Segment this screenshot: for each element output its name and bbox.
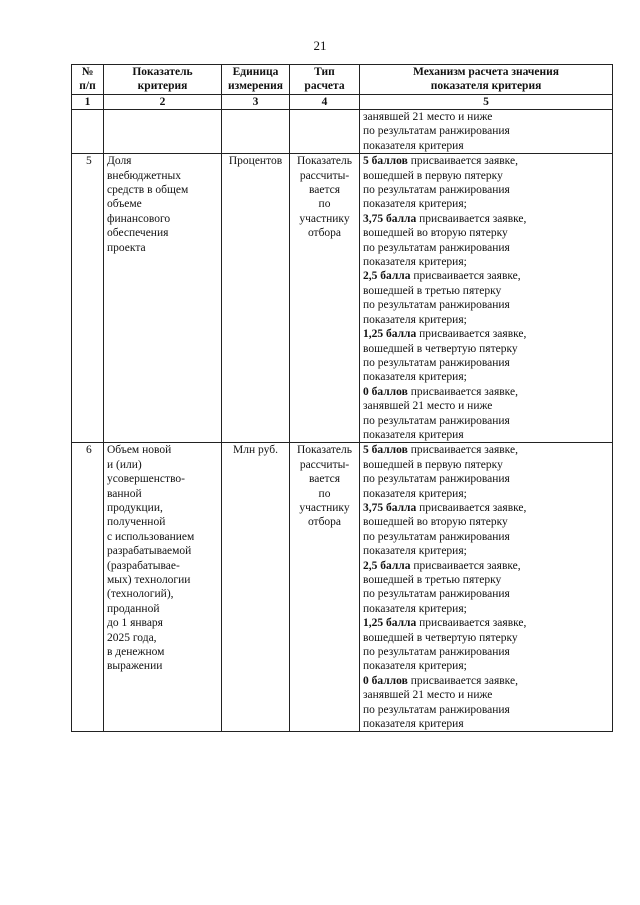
mechanism-text: по результатам ранжирования (363, 241, 510, 254)
mechanism-text: по результатам ранжирования (363, 299, 510, 312)
mechanism-line (363, 559, 609, 573)
mechanism-line (363, 674, 609, 688)
mechanism-line (363, 414, 609, 428)
mechanism-text: показателя критерия; (363, 602, 467, 615)
indicator-cell-line: Объем новой (107, 444, 172, 457)
mechanism-text: присваивается заявке, (416, 212, 527, 225)
score-value: 2,5 балла (363, 559, 411, 572)
column-number: 4 (290, 95, 360, 110)
calc-type-cell-line: Показатель (296, 444, 353, 457)
score-value: 0 баллов (363, 385, 408, 398)
mechanism-line (363, 703, 609, 717)
header-row (72, 65, 613, 95)
mechanism-line (363, 197, 609, 211)
mechanism-line (363, 645, 609, 659)
mechanism-text: показателя критерия; (363, 487, 467, 500)
mechanism-line (363, 327, 609, 341)
mechanism-text: показателя критерия; (363, 198, 467, 211)
table-row (72, 154, 613, 443)
mechanism-line (363, 313, 609, 327)
mechanism-text: по результатам ранжирования (363, 588, 510, 601)
mechanism-line (363, 269, 609, 283)
mechanism-line (363, 241, 609, 255)
indicator-cell-line: полученной (107, 516, 166, 529)
header-indicator (104, 65, 222, 95)
indicator-cell-line: объеме (107, 198, 142, 211)
indicator-cell (104, 154, 222, 443)
score-value: 3,75 балла (363, 501, 417, 514)
mechanism-text: показателя критерия; (363, 660, 467, 673)
continuation-empty (222, 110, 290, 154)
calc-type-cell-line: участнику (299, 212, 350, 225)
mechanism-line (363, 515, 609, 529)
calc-type-cell-line: вается (308, 473, 341, 486)
mechanism-text: занявшей 21 место и ниже (363, 689, 493, 702)
mechanism-line (363, 544, 609, 558)
mechanism-text: показателя критерия; (363, 545, 467, 558)
mechanism-text: присваивается заявке, (416, 501, 527, 514)
header-calc-type (290, 65, 360, 95)
header-number (72, 65, 104, 95)
continuation-empty (290, 110, 360, 154)
mechanism-line (363, 212, 609, 226)
mechanism-line (363, 226, 609, 240)
mechanism-text: вошедшей в первую пятерку (363, 169, 503, 182)
column-number: 1 (72, 95, 104, 110)
mechanism-line (363, 399, 609, 413)
mechanism-text: по результатам ранжирования (363, 530, 510, 543)
header-mechanism (360, 65, 613, 95)
header-text: измерения (228, 79, 283, 92)
indicator-cell-line: и (или) (107, 458, 142, 471)
continuation-empty (104, 110, 222, 154)
indicator-cell-line: с использованием (107, 530, 195, 543)
mechanism-text: присваивается заявке, (407, 155, 518, 168)
mechanism-text: по результатам ранжирования (363, 184, 510, 197)
continuation-empty (72, 110, 104, 154)
indicator-cell-line: Доля (107, 155, 132, 168)
mechanism-text: показателя критерия (363, 428, 464, 441)
header-text: Механизм расчета значения (413, 66, 559, 78)
mechanism-line: по результатам ранжирования (363, 125, 510, 138)
mechanism-line (363, 573, 609, 587)
mechanism-line (363, 688, 609, 702)
mechanism-text: по результатам ранжирования (363, 703, 510, 716)
calc-type-cell-line: по (318, 198, 331, 211)
calc-type-cell-line: по (318, 487, 331, 500)
mechanism-line (363, 284, 609, 298)
mechanism-text: по результатам ранжирования (363, 356, 510, 369)
indicator-cell-line: разрабатываемой (107, 545, 192, 558)
calc-type-cell (290, 443, 360, 732)
score-value: 2,5 балла (363, 270, 411, 283)
mechanism-text: по результатам ранжирования (363, 646, 510, 659)
header-text: критерия (137, 79, 188, 92)
mechanism-line (363, 370, 609, 384)
calc-type-cell-line: рассчиты- (299, 169, 350, 182)
mechanism-text: вошедшей в первую пятерку (363, 458, 503, 471)
mechanism-text: присваивается заявке, (416, 328, 527, 341)
indicator-cell-line: выражении (107, 660, 163, 673)
mechanism-line (363, 487, 609, 501)
mechanism-line (363, 443, 609, 457)
mechanism-text: вошедшей в четвертую пятерку (363, 631, 518, 644)
mechanism-line (363, 616, 609, 630)
mechanism-line (363, 458, 609, 472)
mechanism-text: вошедшей во вторую пятерку (363, 516, 508, 529)
mechanism-line (363, 602, 609, 616)
table-row (72, 443, 613, 732)
mechanism-text: занявшей 21 место и ниже (363, 400, 493, 413)
indicator-cell-line: мых) технологии (107, 574, 191, 586)
mechanism-cell (360, 154, 613, 443)
row-number: 6 (72, 443, 104, 732)
mechanism-text: показателя критерия; (363, 313, 467, 326)
mechanism-line (363, 659, 609, 673)
indicator-cell-line: усовершенство- (107, 473, 185, 486)
mechanism-text: присваивается заявке, (416, 617, 527, 630)
score-value: 1,25 балла (363, 328, 417, 341)
mechanism-line (363, 169, 609, 183)
mechanism-text: по результатам ранжирования (363, 414, 510, 427)
unit-cell (222, 154, 290, 443)
unit-cell-line: Процентов (228, 155, 283, 168)
calc-type-cell-line: Показатель (296, 155, 353, 168)
mechanism-text: вошедшей в третью пятерку (363, 574, 502, 586)
row-number: 5 (72, 154, 104, 443)
mechanism-text: присваивается заявке, (410, 559, 521, 572)
mechanism-line: показателя критерия (363, 139, 464, 152)
indicator-cell-line: средств в общем (107, 184, 189, 197)
indicator-cell-line: финансового (107, 212, 171, 225)
header-text: показателя критерия (430, 79, 542, 92)
indicator-cell-line: (разрабатывае- (107, 559, 180, 572)
column-number-row (72, 95, 613, 110)
mechanism-line (363, 631, 609, 645)
indicator-cell-line: до 1 января (107, 617, 163, 630)
mechanism-line: занявшей 21 место и ниже (363, 111, 493, 123)
header-text: № (81, 66, 94, 78)
continuation-row (72, 110, 613, 154)
mechanism-text: вошедшей в третью пятерку (363, 284, 502, 297)
calc-type-cell-line: участнику (299, 501, 350, 514)
column-number: 5 (360, 95, 613, 110)
header-text: расчета (304, 79, 345, 92)
criteria-table (71, 64, 613, 732)
mechanism-line (363, 183, 609, 197)
mechanism-text: показателя критерия; (363, 371, 467, 384)
calc-type-cell-line: отбора (307, 227, 342, 240)
mechanism-line (363, 472, 609, 486)
mechanism-line (363, 385, 609, 399)
mechanism-text: присваивается заявке, (410, 270, 521, 283)
calc-type-cell-line: рассчиты- (299, 458, 350, 471)
calc-type-cell-line: отбора (307, 516, 342, 529)
mechanism-cell (360, 443, 613, 732)
score-value: 3,75 балла (363, 212, 417, 225)
mechanism-line (363, 501, 609, 515)
mechanism-line (363, 717, 609, 731)
mechanism-line (363, 255, 609, 269)
mechanism-line (363, 298, 609, 312)
indicator-cell (104, 443, 222, 732)
header-text: Единица (232, 66, 279, 78)
mechanism-text: вошедшей во вторую пятерку (363, 227, 508, 240)
mechanism-line (363, 428, 609, 442)
mechanism-text: показателя критерия; (363, 256, 467, 269)
page-number: 21 (313, 38, 327, 53)
mechanism-text: вошедшей в четвертую пятерку (363, 342, 518, 355)
header-text: п/п (79, 79, 96, 92)
indicator-cell-line: проекта (107, 241, 146, 254)
column-number: 2 (104, 95, 222, 110)
mechanism-line (363, 356, 609, 370)
header-text: Показатель (132, 66, 193, 78)
header-text: Тип (314, 66, 335, 78)
continuation-mechanism (360, 110, 613, 154)
indicator-cell-line: продукции, (107, 501, 163, 514)
unit-cell-line: Млн руб. (233, 444, 278, 457)
mechanism-line (363, 342, 609, 356)
indicator-cell-line: проданной (107, 602, 160, 615)
indicator-cell-line: в денежном (107, 646, 165, 659)
mechanism-text: присваивается заявке, (407, 674, 518, 687)
score-value: 5 баллов (363, 155, 408, 168)
mechanism-line (363, 587, 609, 601)
column-number: 3 (222, 95, 290, 110)
mechanism-text: присваивается заявке, (407, 444, 518, 457)
score-value: 0 баллов (363, 674, 408, 687)
header-unit (222, 65, 290, 95)
mechanism-text: по результатам ранжирования (363, 473, 510, 486)
calc-type-cell (290, 154, 360, 443)
mechanism-text: показателя критерия (363, 718, 464, 731)
indicator-cell-line: (технологий), (107, 588, 174, 601)
indicator-cell-line: обеспечения (107, 227, 169, 240)
score-value: 5 баллов (363, 444, 408, 457)
indicator-cell-line: 2025 года, (107, 631, 157, 644)
unit-cell (222, 443, 290, 732)
mechanism-text: присваивается заявке, (407, 385, 518, 398)
score-value: 1,25 балла (363, 617, 417, 630)
indicator-cell-line: ванной (107, 487, 142, 500)
calc-type-cell-line: вается (308, 184, 341, 197)
indicator-cell-line: внебюджетных (107, 169, 181, 182)
mechanism-line (363, 154, 609, 168)
mechanism-line (363, 530, 609, 544)
